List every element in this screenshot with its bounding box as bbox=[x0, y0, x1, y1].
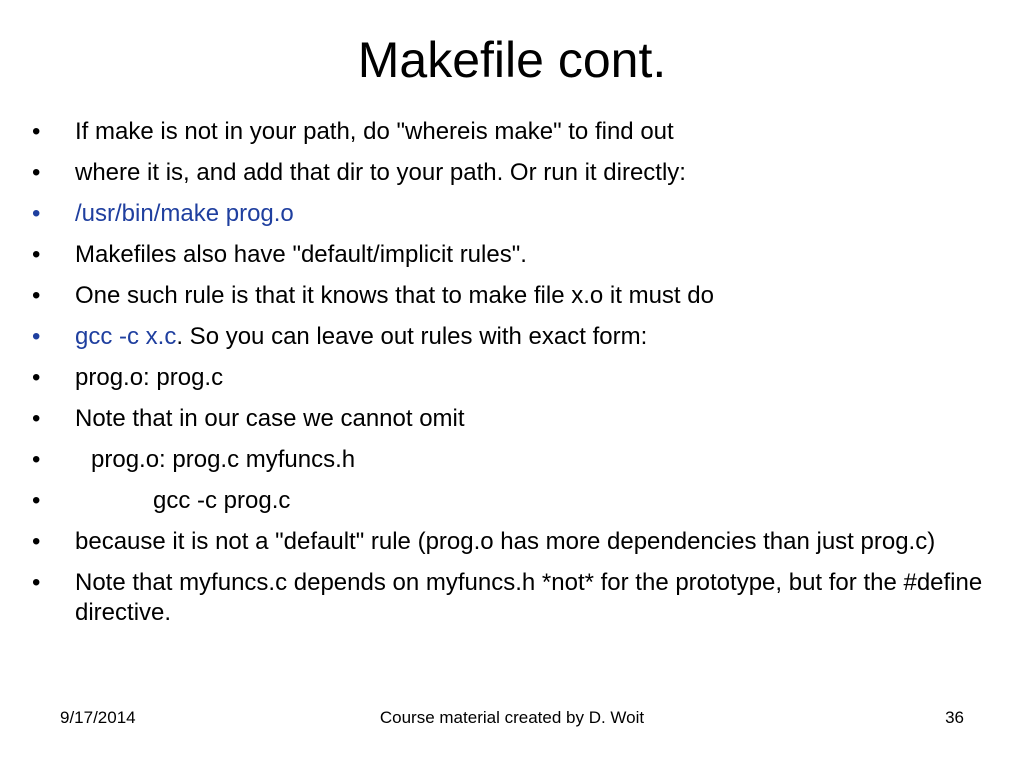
bullet-marker: • bbox=[32, 159, 41, 186]
bullet-marker: • bbox=[32, 405, 41, 432]
bullet-text: . So you can leave out rules with exact form: bbox=[176, 323, 648, 350]
bullet-item bbox=[32, 404, 992, 434]
bullet-text: Makefiles also have "default/implicit rules". bbox=[75, 241, 527, 268]
bullet-marker: • bbox=[32, 323, 41, 350]
bullet-item bbox=[32, 117, 992, 147]
bullet-item-path-command bbox=[32, 199, 992, 229]
bullet-marker: • bbox=[32, 118, 41, 145]
bullet-text: /usr/bin/make prog.o bbox=[75, 200, 294, 227]
bullet-text: prog.o: prog.c myfuncs.h bbox=[91, 446, 356, 473]
bullet-item bbox=[32, 281, 992, 311]
bullet-item bbox=[32, 158, 992, 188]
bullet-item bbox=[32, 568, 992, 628]
bullet-item bbox=[32, 363, 992, 393]
bullet-marker: • bbox=[32, 446, 41, 473]
footer-date: 9/17/2014 bbox=[60, 708, 136, 727]
bullet-marker: • bbox=[32, 487, 41, 514]
bullet-item-gcc-command bbox=[32, 322, 992, 352]
bullet-text: gcc -c prog.c bbox=[153, 487, 291, 514]
bullet-text: Note that in our case we cannot omit bbox=[75, 405, 465, 432]
bullet-text: One such rule is that it knows that to make file x.o it must do bbox=[75, 282, 714, 309]
bullet-list bbox=[32, 117, 992, 639]
bullet-item bbox=[32, 240, 992, 270]
bullet-marker: • bbox=[32, 569, 41, 596]
bullet-text: where it is, and add that dir to your path. Or run it directly: bbox=[75, 159, 686, 186]
footer-credit: Course material created by D. Woit bbox=[379, 708, 645, 727]
bullet-marker: • bbox=[32, 241, 41, 268]
bullet-marker: • bbox=[32, 528, 41, 555]
footer-page-number: 36 bbox=[945, 708, 964, 727]
bullet-marker: • bbox=[32, 364, 41, 391]
bullet-text: If make is not in your path, do "whereis make" to find out bbox=[75, 118, 674, 145]
bullet-item bbox=[32, 486, 992, 516]
bullet-item bbox=[32, 445, 992, 475]
bullet-code-highlight: gcc -c x.c bbox=[75, 323, 177, 350]
bullet-marker: • bbox=[32, 282, 41, 309]
bullet-marker: • bbox=[32, 200, 41, 227]
bullet-text: prog.o: prog.c bbox=[75, 364, 224, 391]
bullet-text: Note that myfuncs.c depends on myfuncs.h *not* for the prototype, but for the #define directive. bbox=[75, 569, 983, 626]
bullet-item bbox=[32, 527, 992, 557]
slide-title: Makefile cont. bbox=[357, 32, 667, 88]
bullet-text: because it is not a "default" rule (prog.o has more dependencies than just prog.c) bbox=[75, 528, 936, 555]
